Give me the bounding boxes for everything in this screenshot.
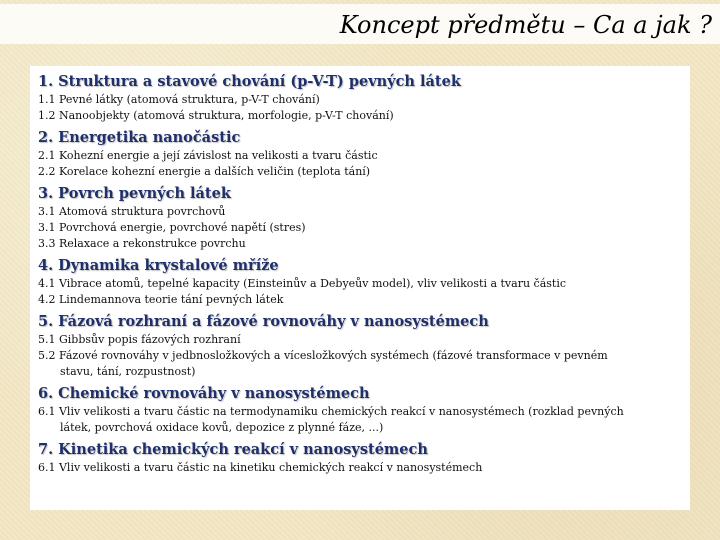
list-item: 3.1 Atomová struktura povrchovů xyxy=(38,205,226,218)
section-heading: 3. Povrch pevných látek xyxy=(38,185,231,202)
list-item: 4.2 Lindemannova teorie tání pevných látek xyxy=(38,293,284,306)
section-5 xyxy=(38,312,682,380)
list-item-continuation: stavu, tání, rozpustnost) xyxy=(60,365,196,378)
list-item: 2.1 Kohezní energie a její závislost na velikosti a tvaru částic xyxy=(38,149,378,162)
list-item: 1.2 Nanoobjekty (atomová struktura, morfologie, p-V-T chování) xyxy=(38,109,394,122)
list-item-text: 6.1 Vliv velikosti a tvaru částic na termodynamiku chemických reakcí v nanosystémech (rozklad pevných xyxy=(38,405,624,418)
section-heading: 2. Energetika nanočástic xyxy=(38,129,241,146)
list-item: 1.1 Pevné látky (atomová struktura, p-V-T chování) xyxy=(38,93,320,106)
section-heading: 1. Struktura a stavové chování (p-V-T) pevných látek xyxy=(38,73,461,90)
list-item: 6.1 Vliv velikosti a tvaru částic na kinetiku chemických reakcí v nanosystémech xyxy=(38,461,483,474)
section-heading: 4. Dynamika krystalové mříže xyxy=(38,257,279,274)
list-item: 2.2 Korelace kohezní energie a dalších veličin (teplota tání) xyxy=(38,165,371,178)
list-item: 3.3 Relaxace a rekonstrukce povrchu xyxy=(38,237,246,250)
list-item-continuation: látek, povrchová oxidace kovů, depozice z plynné fáze, ...) xyxy=(60,421,384,434)
title-bar xyxy=(0,4,720,44)
section-4 xyxy=(38,256,682,308)
section-heading: 6. Chemické rovnováhy v nanosystémech xyxy=(38,385,370,402)
content-panel xyxy=(30,66,690,510)
section-heading: 5. Fázová rozhraní a fázové rovnováhy v nanosystémech xyxy=(38,313,489,330)
section-heading: 7. Kinetika chemických reakcí v nanosystémech xyxy=(38,441,428,458)
list-item xyxy=(38,404,682,436)
section-6 xyxy=(38,384,682,436)
slide-title: Koncept předmětu – Ca a jak ? xyxy=(339,11,712,39)
list-item: 4.1 Vibrace atomů, tepelné kapacity (Einsteinův a Debyeův model), vliv velikosti a tvaru částic xyxy=(38,277,567,290)
section-2 xyxy=(38,128,682,180)
list-item: 5.1 Gibbsův popis fázových rozhraní xyxy=(38,333,241,346)
section-3 xyxy=(38,184,682,252)
list-item-text: 5.2 Fázové rovnováhy v jedbnosložkových a vícesložkových systémech (fázové transformace v pevném xyxy=(38,349,608,362)
section-7 xyxy=(38,440,682,476)
list-item xyxy=(38,348,682,380)
list-item: 3.1 Povrchová energie, povrchové napětí (stres) xyxy=(38,221,306,234)
section-1 xyxy=(38,72,682,124)
